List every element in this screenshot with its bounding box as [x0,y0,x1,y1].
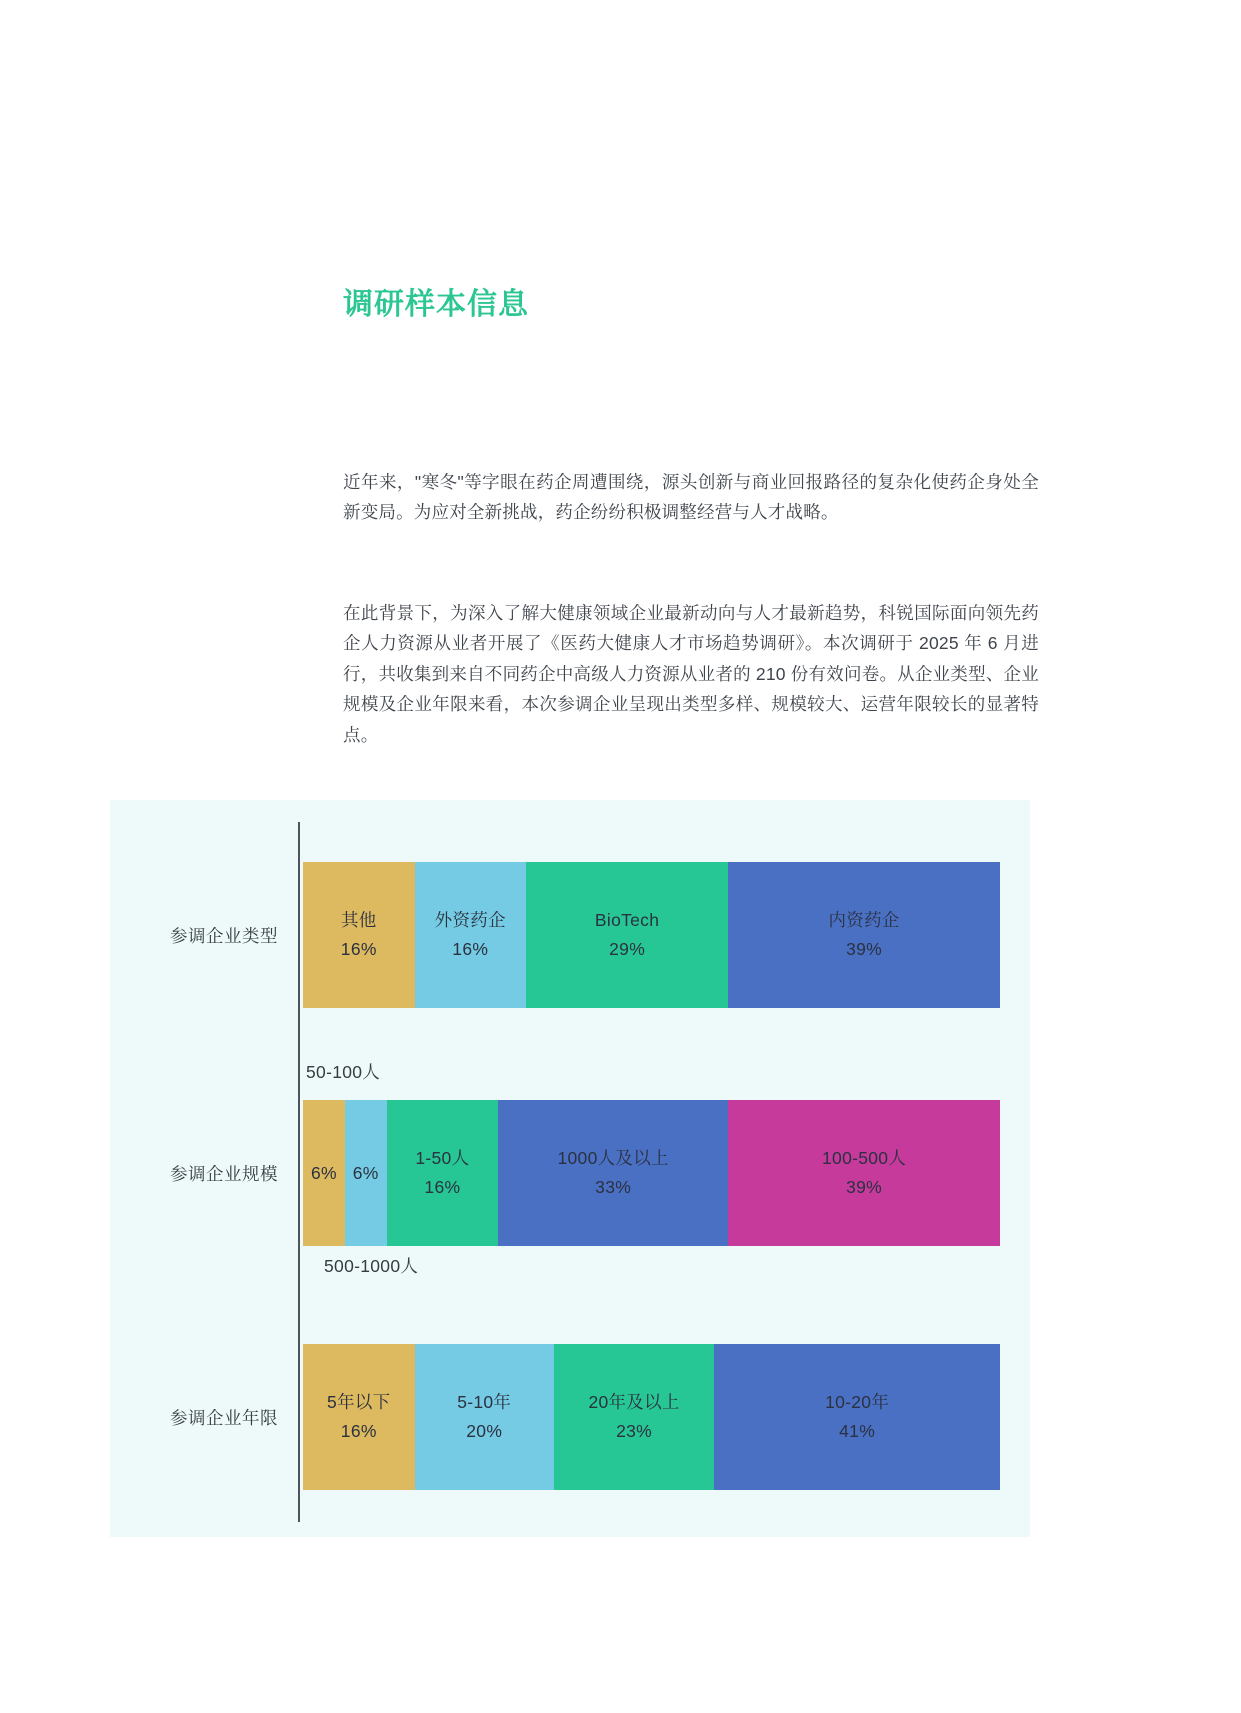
segment-percentage: 33% [595,1177,632,1197]
bar-segment [303,1344,415,1490]
segment-percentage: 6% [310,1162,337,1183]
bar-segment [415,1344,554,1490]
segment-name: 1000人及以上 [557,1148,669,1168]
row-label: 参调企业规模 [170,1163,278,1184]
stacked-bar [303,1344,1000,1490]
bar-segment [728,862,1000,1008]
segment-name: 其他 [340,910,377,930]
segment-name: 20年及以上 [588,1392,680,1412]
segment-percentage: 20% [466,1421,503,1441]
y-axis-line [298,822,300,1522]
bar-segment [303,1100,345,1246]
segment-percentage: 16% [452,939,489,959]
segment-percentage: 39% [846,939,883,959]
segment-name: 100-500人 [822,1148,907,1168]
bar-segment [526,862,728,1008]
segment-name: 外资药企 [434,910,506,930]
segment-percentage: 39% [846,1177,883,1197]
segment-name: 1-50人 [415,1148,470,1168]
bar-segment [387,1100,499,1246]
segment-percentage: 41% [839,1421,876,1441]
segment-percentage: 16% [424,1177,461,1197]
segment-percentage: 23% [616,1421,653,1441]
segment-name: 内资药企 [828,910,900,930]
segment-percentage: 29% [609,939,646,959]
stacked-bar [303,862,1000,1008]
survey-background-paragraph: 在此背景下，为深入了解大健康领域企业最新动向与人才最新趋势，科锐国际面向领先药企人力资源从业者开展了《医药大健康人才市场趋势调研》。本次调研于 2025 年 6 月进行，共收集到来自不同药企中高级人力资源从业者的 210 份有效问卷。从企业类型、企业规模及企业年限来看，本次参调企业呈现出类型多样、规模较大、运营年限较长的显著特点。 [343,602,1039,745]
bar-segment [345,1100,387,1246]
bar-segment [303,862,415,1008]
sample-info-chart-panel [110,800,1030,1537]
segment-name: 10-20年 [825,1392,890,1412]
page-title: 调研样本信息 [343,288,529,321]
bar-segment [728,1100,1000,1246]
row-label: 参调企业类型 [170,925,278,946]
segment-annotation: 500-1000人 [324,1256,419,1276]
segment-percentage: 6% [352,1162,379,1183]
bar-segment [554,1344,714,1490]
bar-segment [714,1344,1000,1490]
bar-segment [498,1100,728,1246]
segment-name: 5-10年 [457,1392,512,1412]
segment-percentage: 16% [340,939,377,959]
stacked-bar [303,1100,1000,1246]
segment-percentage: 16% [340,1421,377,1441]
row-label: 参调企业年限 [170,1407,278,1428]
segment-annotation: 50-100人 [306,1062,381,1082]
bar-segment [415,862,527,1008]
intro-paragraph: 近年来，"寒冬"等字眼在药企周遭围绕，源头创新与商业回报路径的复杂化使药企身处全新变局。为应对全新挑战，药企纷纷积极调整经营与人才战略。 [343,471,1039,522]
segment-name: BioTech [594,910,660,930]
segment-name: 5年以下 [327,1392,391,1412]
